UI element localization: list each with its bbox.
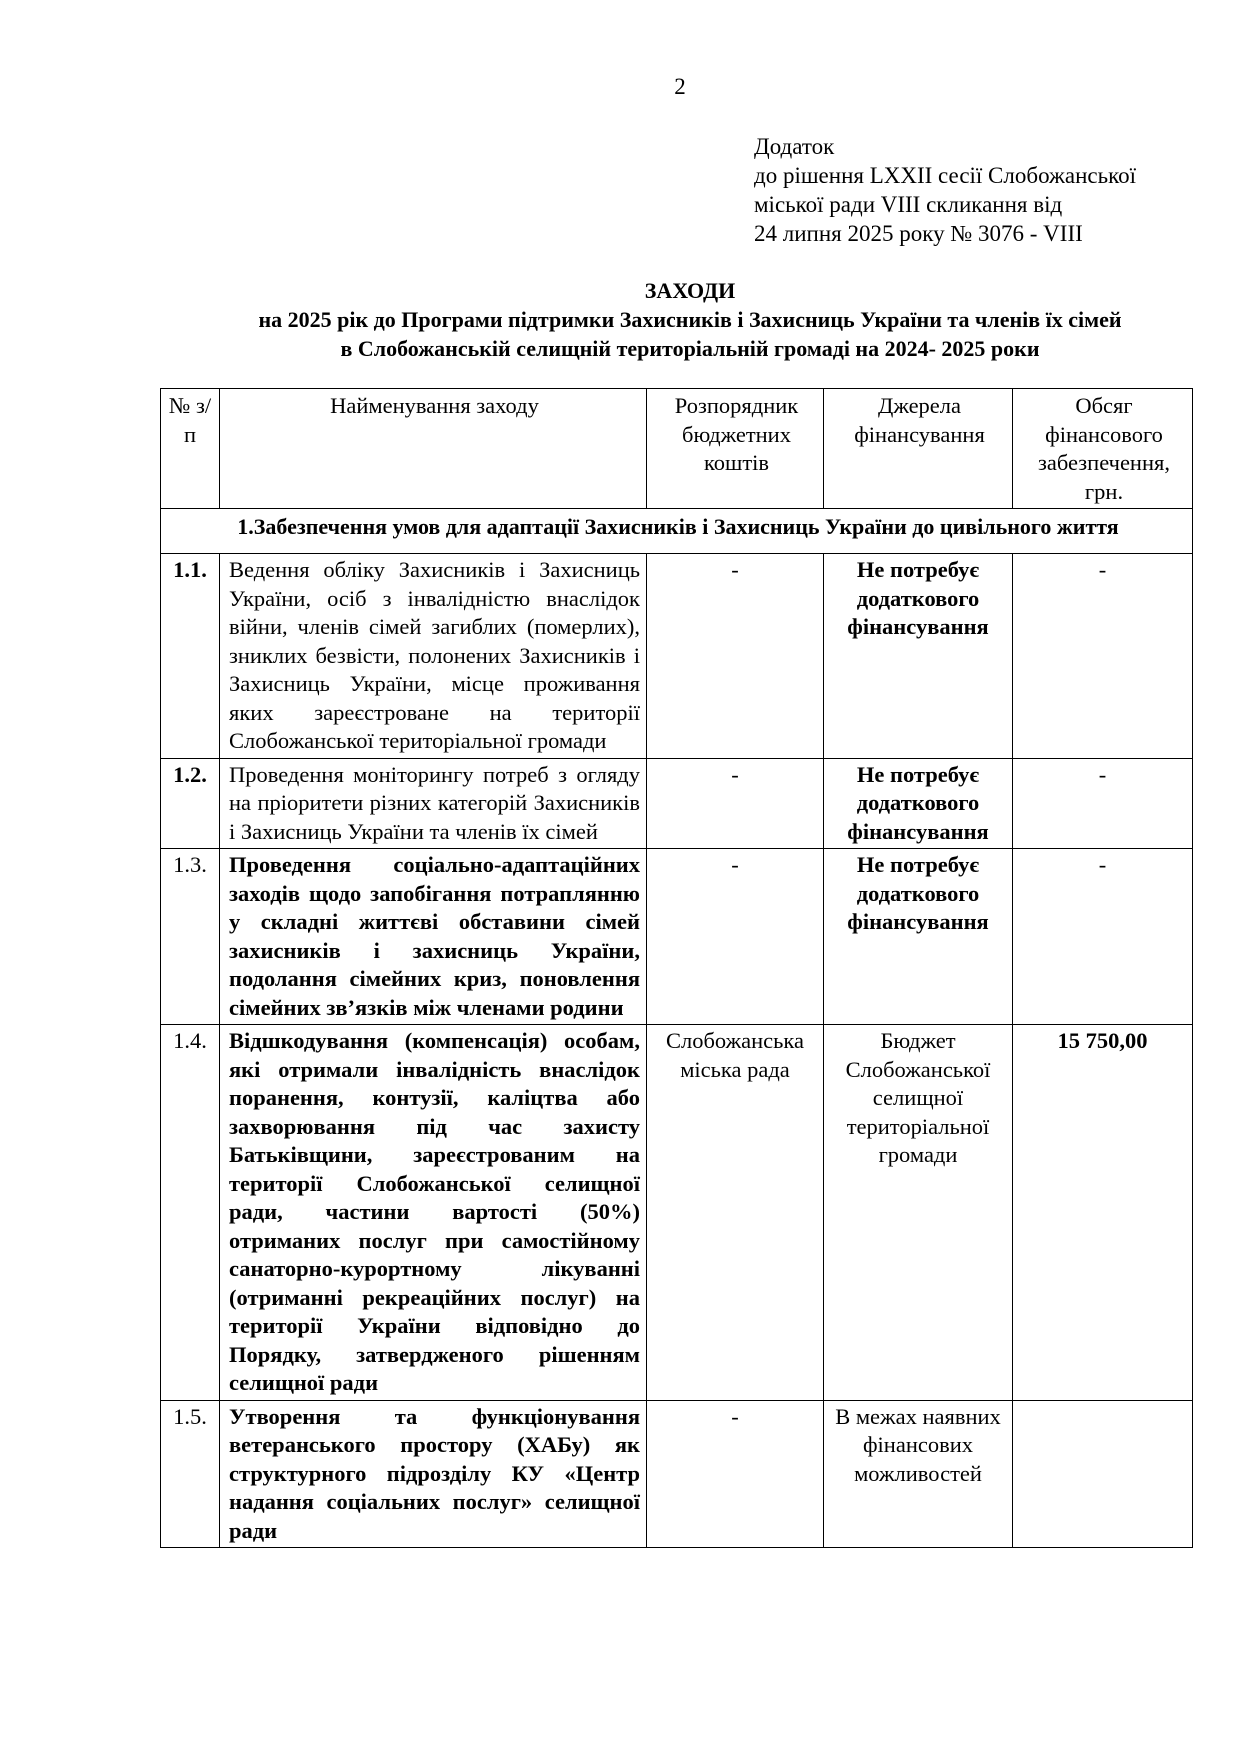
- row-name: Відшкодування (компенсація) особам, які отримали інвалідність внаслідок поранення, контузії, каліцтва або захворювання під час захисту Батьківщини, зареєстрованим на території Слобожанської селищної ради, частини вартості (50%) отриманих послуг при самостійному санаторно-курортному лікуванні (отриманні рекреаційних послуг) на території України відповідно до Порядку, затвердженого рішенням селищної ради: [220, 1025, 647, 1401]
- row-name: Проведення соціально-адаптаційних заходів щодо запобігання потраплянню у складні життєві обставини сімей захисників і захисниць України, подолання сімейних криз, поновлення сімейних зв’язків між членами родини: [220, 849, 647, 1025]
- row-num: 1.5.: [161, 1400, 220, 1548]
- row-manager: -: [647, 849, 824, 1025]
- row-amount: -: [1013, 758, 1193, 849]
- appendix-line: міської ради VIII скликання від: [754, 192, 1063, 217]
- row-name: Ведення обліку Захисників і Захисниць України, осіб з інвалідністю внаслідок війни, членів сімей загиблих (померлих), зниклих безвісти, полонених Захисників і Захисниць України, місце проживання яких зареєстроване на території Слобожанської територіальної громади: [220, 554, 647, 759]
- row-amount: -: [1013, 849, 1193, 1025]
- table-row: [161, 554, 1193, 759]
- row-name: Проведення моніторингу потреб з огляду на пріоритети різних категорій Захисників і Захисниць України та членів їх сімей: [220, 758, 647, 849]
- header-manager: Розпорядник бюджетних коштів: [647, 389, 824, 509]
- row-num: 1.1.: [161, 554, 220, 759]
- row-num: 1.4.: [161, 1025, 220, 1401]
- row-manager: -: [647, 554, 824, 759]
- measures-table: [160, 388, 1193, 1548]
- row-source: Не потребує додаткового фінансування: [824, 849, 1013, 1025]
- section-title: 1.Забезпечення умов для адаптації Захисників і Захисниць України до цивільного життя: [161, 509, 1193, 554]
- section-row: [161, 509, 1193, 554]
- title-line: на 2025 рік до Програми підтримки Захисників і Захисниць України та членів їх сімей: [258, 307, 1122, 332]
- appendix-note: [754, 132, 1136, 248]
- row-source: Бюджет Слобожанської селищної територіальної громади: [824, 1025, 1013, 1401]
- row-amount: 15 750,00: [1013, 1025, 1193, 1401]
- header-num: № з/п: [161, 389, 220, 509]
- row-name: Утворення та функціонування ветеранського простору (ХАБу) як структурного підрозділу КУ «Центр надання соціальних послуг» селищної ради: [220, 1400, 647, 1548]
- table-header-row: [161, 389, 1193, 509]
- appendix-line: Додаток: [754, 134, 835, 159]
- row-num: 1.2.: [161, 758, 220, 849]
- document-title: [160, 276, 1220, 363]
- header-amount: Обсяг фінансового забезпечення, грн.: [1013, 389, 1193, 509]
- row-manager: Слобожанська міська рада: [647, 1025, 824, 1401]
- row-num: 1.3.: [161, 849, 220, 1025]
- row-source: Не потребує додаткового фінансування: [824, 554, 1013, 759]
- table-row: [161, 1400, 1193, 1548]
- row-source: Не потребує додаткового фінансування: [824, 758, 1013, 849]
- appendix-line: 24 липня 2025 року № 3076 - VIII: [754, 221, 1083, 246]
- row-source: В межах наявних фінансових можливостей: [824, 1400, 1013, 1548]
- row-manager: -: [647, 758, 824, 849]
- row-amount: -: [1013, 554, 1193, 759]
- table-row: [161, 849, 1193, 1025]
- header-name: Найменування заходу: [220, 389, 647, 509]
- table-row: [161, 1025, 1193, 1401]
- title-line: в Слобожанській селищній територіальній громаді на 2024- 2025 роки: [340, 336, 1040, 361]
- table-row: [161, 758, 1193, 849]
- row-manager: -: [647, 1400, 824, 1548]
- row-amount: [1013, 1400, 1193, 1548]
- page-number: 2: [674, 74, 686, 99]
- appendix-line: до рішення LXXII сесії Слобожанської: [754, 163, 1137, 188]
- header-source: Джерела фінансування: [824, 389, 1013, 509]
- title-line: ЗАХОДИ: [644, 278, 736, 303]
